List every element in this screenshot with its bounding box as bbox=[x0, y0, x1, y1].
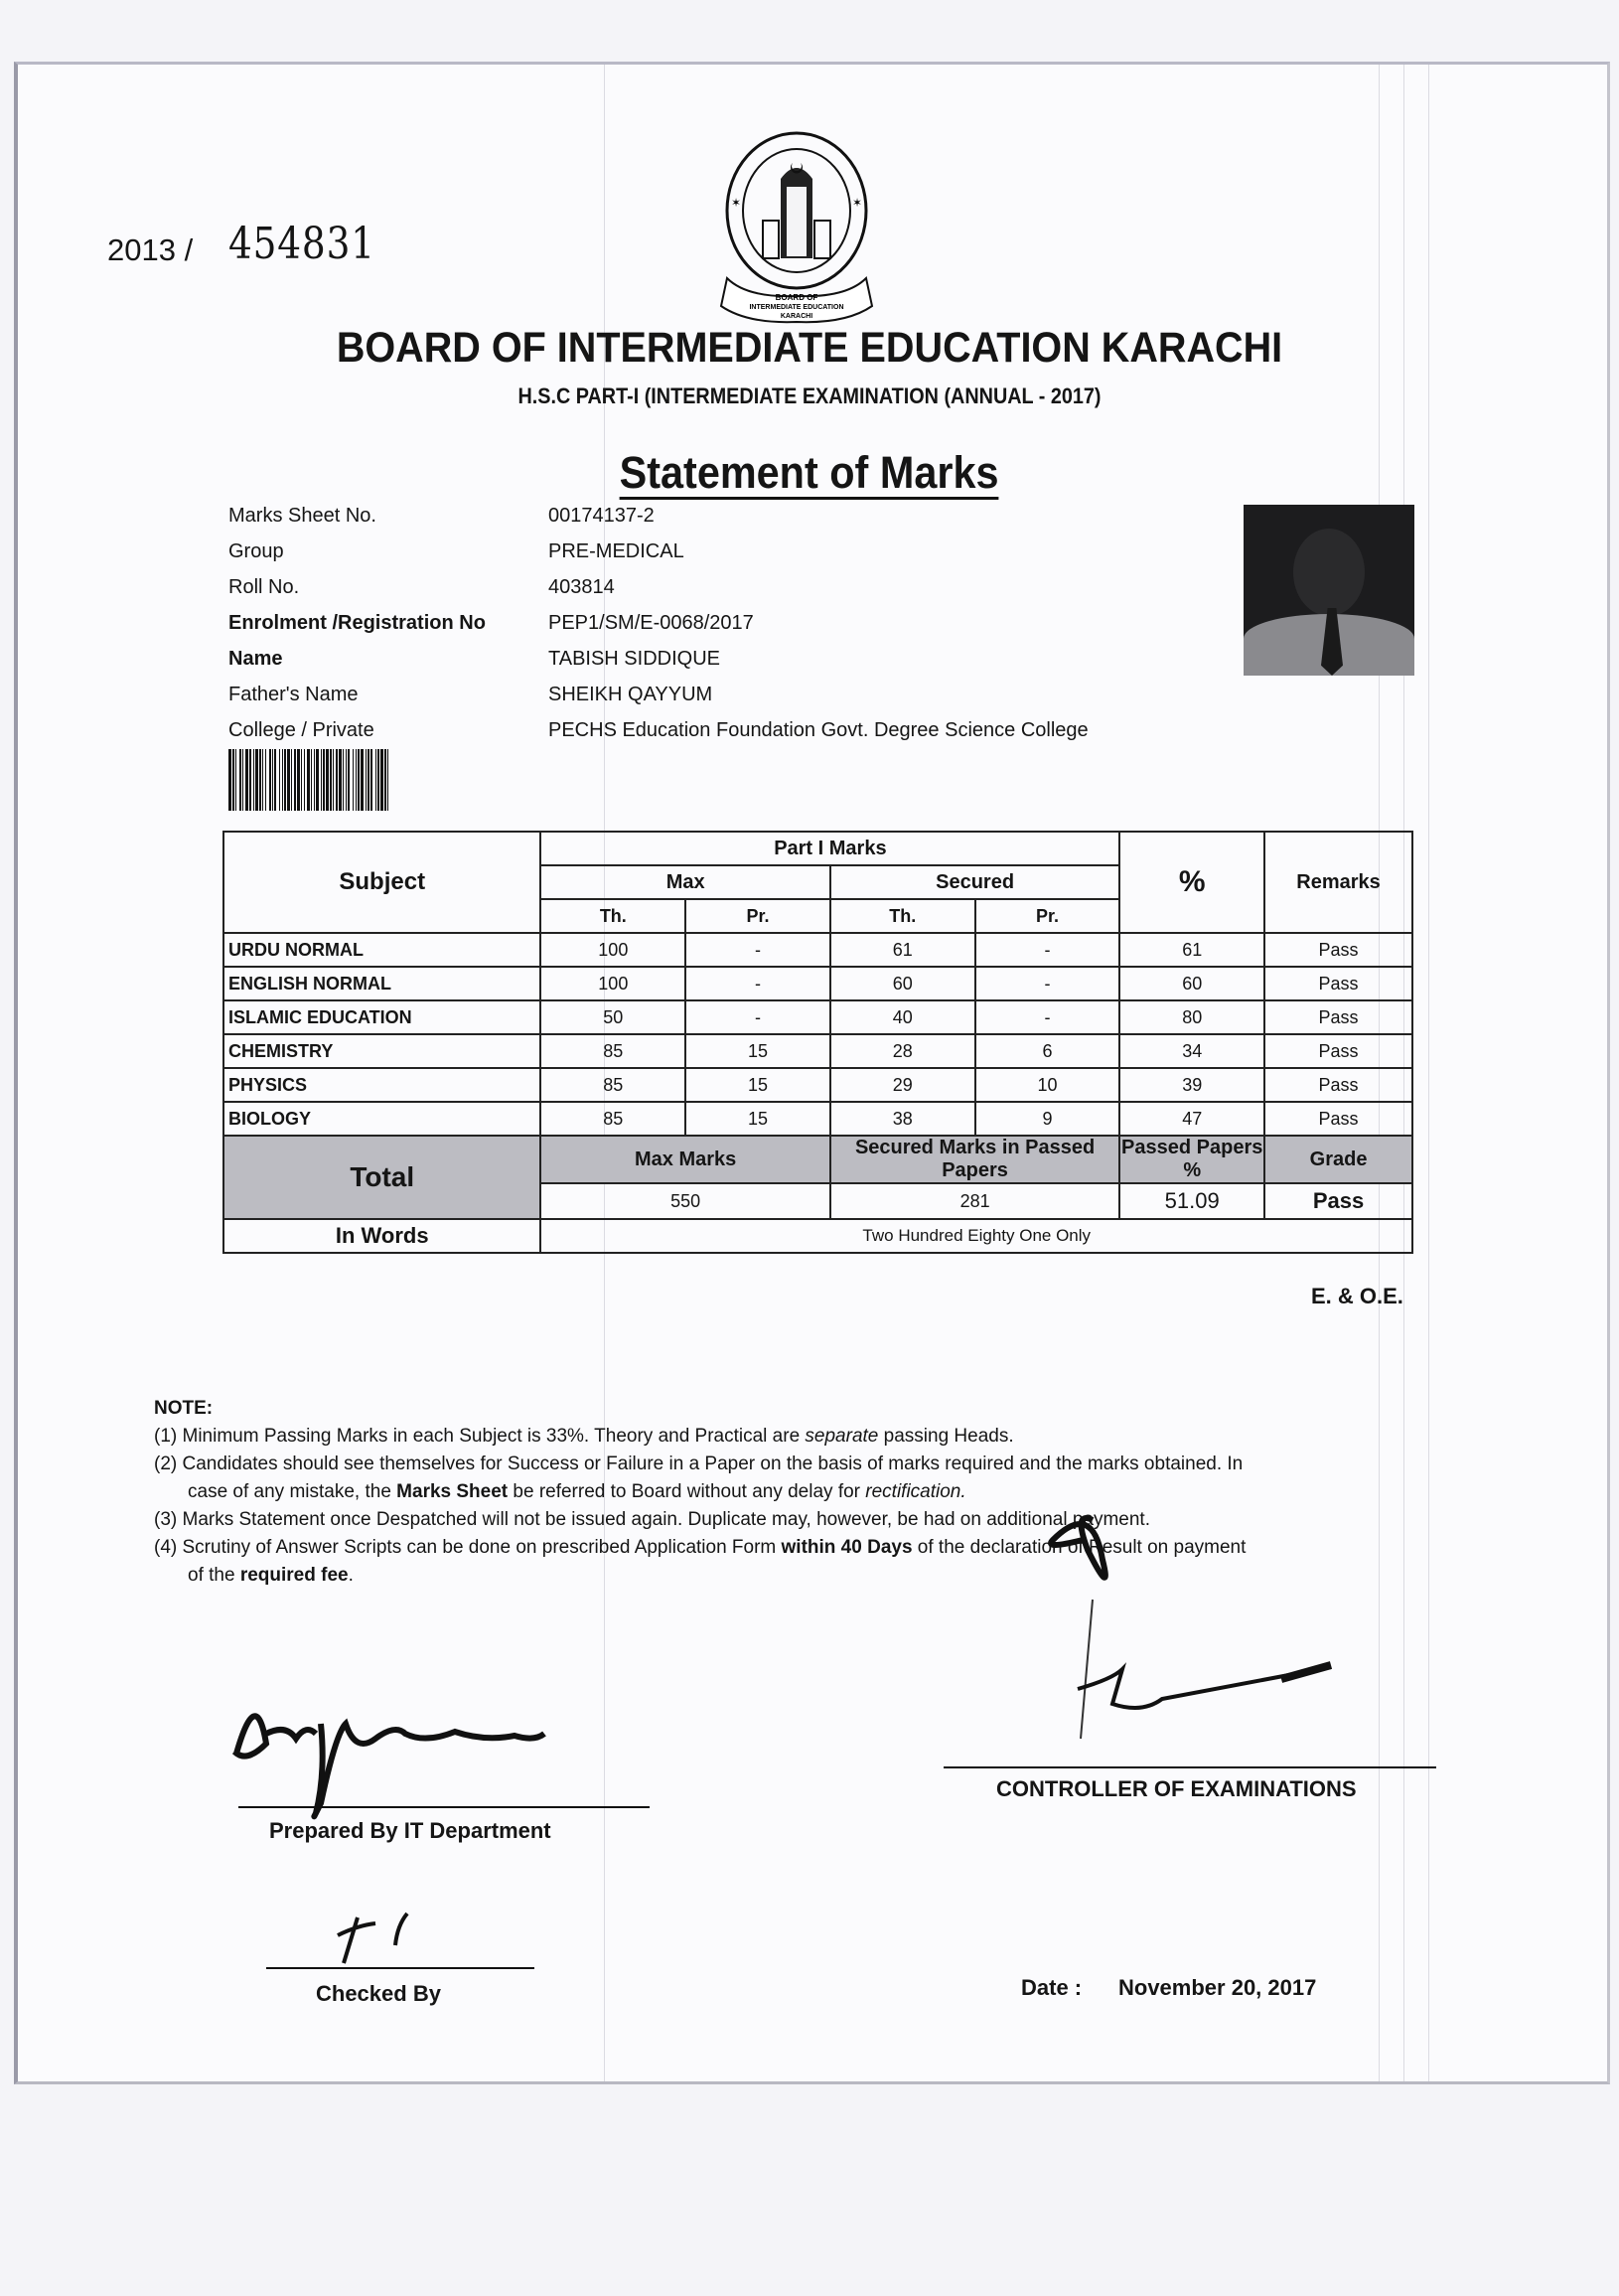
info-value: SHEIKH QAYYUM bbox=[548, 684, 713, 705]
marks-table bbox=[222, 831, 1413, 1254]
info-label: Name bbox=[228, 648, 283, 670]
info-value: PECHS Education Foundation Govt. Degree Science College bbox=[548, 719, 1089, 741]
info-value: 403814 bbox=[548, 576, 615, 598]
svg-text:✶: ✶ bbox=[731, 196, 742, 210]
cell-sec-pr: - bbox=[975, 933, 1120, 967]
cell-subject: ISLAMIC EDUCATION bbox=[223, 1000, 540, 1034]
cell-sec-pr: 9 bbox=[975, 1102, 1120, 1136]
header-remarks: Remarks bbox=[1264, 832, 1412, 933]
date-label: Date : bbox=[1021, 1975, 1083, 2000]
info-value: TABISH SIDDIQUE bbox=[548, 648, 720, 670]
cell-remarks: Pass bbox=[1264, 1034, 1412, 1068]
cell-percent: 39 bbox=[1119, 1068, 1264, 1102]
eoe-note: E. & O.E. bbox=[1311, 1284, 1403, 1308]
note-text: be referred to Board without any delay for bbox=[508, 1481, 866, 1502]
controller-signature-line bbox=[944, 1766, 1436, 1768]
note-text: (2) Candidates should see themselves for Success or Failure in a Paper on the basis of marks required and the marks obtained. In case of any mistake, the bbox=[154, 1454, 1244, 1502]
total-label: Total bbox=[223, 1136, 540, 1219]
note-text: (1) Minimum Passing Marks in each Subject is 33%. Theory and Practical are bbox=[154, 1426, 806, 1447]
note-text: Marks Sheet bbox=[396, 1481, 509, 1502]
note-text: . bbox=[348, 1565, 354, 1586]
cell-remarks: Pass bbox=[1264, 1102, 1412, 1136]
cell-sec-th: 61 bbox=[830, 933, 975, 967]
note-text: rectification. bbox=[865, 1481, 966, 1502]
info-label: Enrolment /Registration No bbox=[228, 612, 486, 634]
notes-title: NOTE: bbox=[154, 1398, 214, 1419]
document-title-wrap bbox=[0, 449, 1619, 500]
total-grade: Pass bbox=[1264, 1183, 1412, 1219]
note-text: of the declaration of Result on payment of the bbox=[188, 1537, 1247, 1586]
cell-sec-th: 38 bbox=[830, 1102, 975, 1136]
exam-subtitle: H.S.C PART-I (INTERMEDIATE EXAMINATION (ANNUAL - 2017) bbox=[517, 383, 1102, 408]
cell-sec-pr: - bbox=[975, 1000, 1120, 1034]
info-label: Father's Name bbox=[228, 684, 359, 705]
prepared-by-label: Prepared By IT Department bbox=[269, 1818, 551, 1843]
table-row bbox=[223, 1034, 1412, 1068]
photo-head bbox=[1293, 529, 1365, 616]
info-label: Marks Sheet No. bbox=[228, 505, 376, 527]
cell-percent: 47 bbox=[1119, 1102, 1264, 1136]
logo-ribbon-text: INTERMEDIATE EDUCATION bbox=[749, 304, 844, 311]
header-max-theory: Th. bbox=[540, 899, 685, 933]
header-percent: % bbox=[1119, 832, 1264, 933]
student-photo bbox=[1244, 505, 1414, 676]
cell-sec-pr: 6 bbox=[975, 1034, 1120, 1068]
total-grade-label: Grade bbox=[1264, 1136, 1412, 1183]
cell-max-th: 85 bbox=[540, 1034, 685, 1068]
checked-by-line bbox=[266, 1967, 534, 1969]
note-text: within 40 Days bbox=[781, 1537, 913, 1558]
table-row bbox=[223, 1068, 1412, 1102]
date-value: November 20, 2017 bbox=[1118, 1975, 1317, 2000]
cell-sec-th: 29 bbox=[830, 1068, 975, 1102]
cell-max-pr: 15 bbox=[685, 1034, 830, 1068]
serial-number: 454831 bbox=[228, 219, 375, 269]
note-text: separate bbox=[805, 1426, 879, 1447]
cell-percent: 60 bbox=[1119, 967, 1264, 1000]
cell-percent: 61 bbox=[1119, 933, 1264, 967]
cell-max-th: 85 bbox=[540, 1068, 685, 1102]
serial-prefix: 2013 / bbox=[107, 232, 194, 267]
cell-max-pr: - bbox=[685, 967, 830, 1000]
svg-text:✶: ✶ bbox=[852, 196, 863, 210]
header-max: Max bbox=[540, 865, 829, 899]
cell-sec-th: 40 bbox=[830, 1000, 975, 1034]
cell-sec-th: 60 bbox=[830, 967, 975, 1000]
cell-remarks: Pass bbox=[1264, 1068, 1412, 1102]
in-words-value: Two Hundred Eighty One Only bbox=[540, 1219, 1412, 1253]
cell-max-th: 100 bbox=[540, 933, 685, 967]
cell-max-pr: 15 bbox=[685, 1102, 830, 1136]
cell-remarks: Pass bbox=[1264, 967, 1412, 1000]
prepared-by-signature bbox=[226, 1694, 584, 1823]
checked-by-signature bbox=[338, 1906, 477, 1965]
cell-percent: 34 bbox=[1119, 1034, 1264, 1068]
cell-subject: URDU NORMAL bbox=[223, 933, 540, 967]
total-passed-pct-label: Passed Papers % bbox=[1121, 1137, 1263, 1181]
table-row bbox=[223, 1000, 1412, 1034]
total-max-marks-label: Max Marks bbox=[540, 1136, 829, 1183]
header-secured-practical: Pr. bbox=[975, 899, 1120, 933]
in-words-label: In Words bbox=[223, 1219, 540, 1253]
cell-max-th: 85 bbox=[540, 1102, 685, 1136]
table-row bbox=[223, 933, 1412, 967]
cell-max-pr: - bbox=[685, 1000, 830, 1034]
total-secured-label: Secured Marks in Passed Papers bbox=[830, 1136, 1119, 1183]
info-label: Group bbox=[228, 540, 284, 562]
prepared-by-line bbox=[238, 1806, 650, 1808]
note-text: passing Heads. bbox=[878, 1426, 1014, 1447]
document-title: Statement of Marks bbox=[620, 447, 999, 498]
controller-label: CONTROLLER OF EXAMINATIONS bbox=[996, 1776, 1357, 1801]
cell-remarks: Pass bbox=[1264, 933, 1412, 967]
note-item bbox=[154, 1423, 1266, 1451]
cell-subject: BIOLOGY bbox=[223, 1102, 540, 1136]
cell-subject: PHYSICS bbox=[223, 1068, 540, 1102]
cell-percent: 80 bbox=[1119, 1000, 1264, 1034]
info-value: 00174137-2 bbox=[548, 505, 655, 527]
barcode-bar bbox=[388, 749, 390, 811]
info-value: PEP1/SM/E-0068/2017 bbox=[548, 612, 754, 634]
header-secured: Secured bbox=[830, 865, 1119, 899]
note-text: (3) Marks Statement once Despatched will not be issued again. Duplicate may, however, be had on additional payment. bbox=[154, 1509, 1150, 1530]
info-value: PRE-MEDICAL bbox=[548, 540, 684, 562]
info-label: Roll No. bbox=[228, 576, 300, 598]
total-max-marks: 550 bbox=[540, 1183, 829, 1219]
cell-subject: CHEMISTRY bbox=[223, 1034, 540, 1068]
cell-sec-pr: - bbox=[975, 967, 1120, 1000]
cell-remarks: Pass bbox=[1264, 1000, 1412, 1034]
cell-max-pr: 15 bbox=[685, 1068, 830, 1102]
header-subject: Subject bbox=[223, 832, 540, 933]
cell-max-th: 100 bbox=[540, 967, 685, 1000]
cell-sec-pr: 10 bbox=[975, 1068, 1120, 1102]
info-label: College / Private bbox=[228, 719, 374, 741]
header-secured-theory: Th. bbox=[830, 899, 975, 933]
table-row bbox=[223, 1102, 1412, 1136]
total-passed-pct: 51.09 bbox=[1119, 1183, 1264, 1219]
board-logo-icon bbox=[707, 129, 886, 328]
controller-signature bbox=[1033, 1490, 1351, 1759]
cell-subject: ENGLISH NORMAL bbox=[223, 967, 540, 1000]
board-name: BOARD OF INTERMEDIATE EDUCATION KARACHI bbox=[336, 324, 1283, 372]
header-part-i-marks: Part I Marks bbox=[540, 832, 1119, 865]
note-text: required fee bbox=[239, 1565, 349, 1586]
logo-ribbon-text: BOARD OF bbox=[775, 293, 818, 302]
total-secured-marks: 281 bbox=[830, 1183, 1119, 1219]
note-text: (4) Scrutiny of Answer Scripts can be done on prescribed Application Form bbox=[154, 1537, 782, 1558]
header-max-practical: Pr. bbox=[685, 899, 830, 933]
cell-max-pr: - bbox=[685, 933, 830, 967]
cell-max-th: 50 bbox=[540, 1000, 685, 1034]
logo-ribbon-text: KARACHI bbox=[780, 313, 813, 320]
barcode bbox=[228, 749, 644, 811]
table-row bbox=[223, 967, 1412, 1000]
checked-by-label: Checked By bbox=[316, 1981, 441, 2006]
cell-sec-th: 28 bbox=[830, 1034, 975, 1068]
